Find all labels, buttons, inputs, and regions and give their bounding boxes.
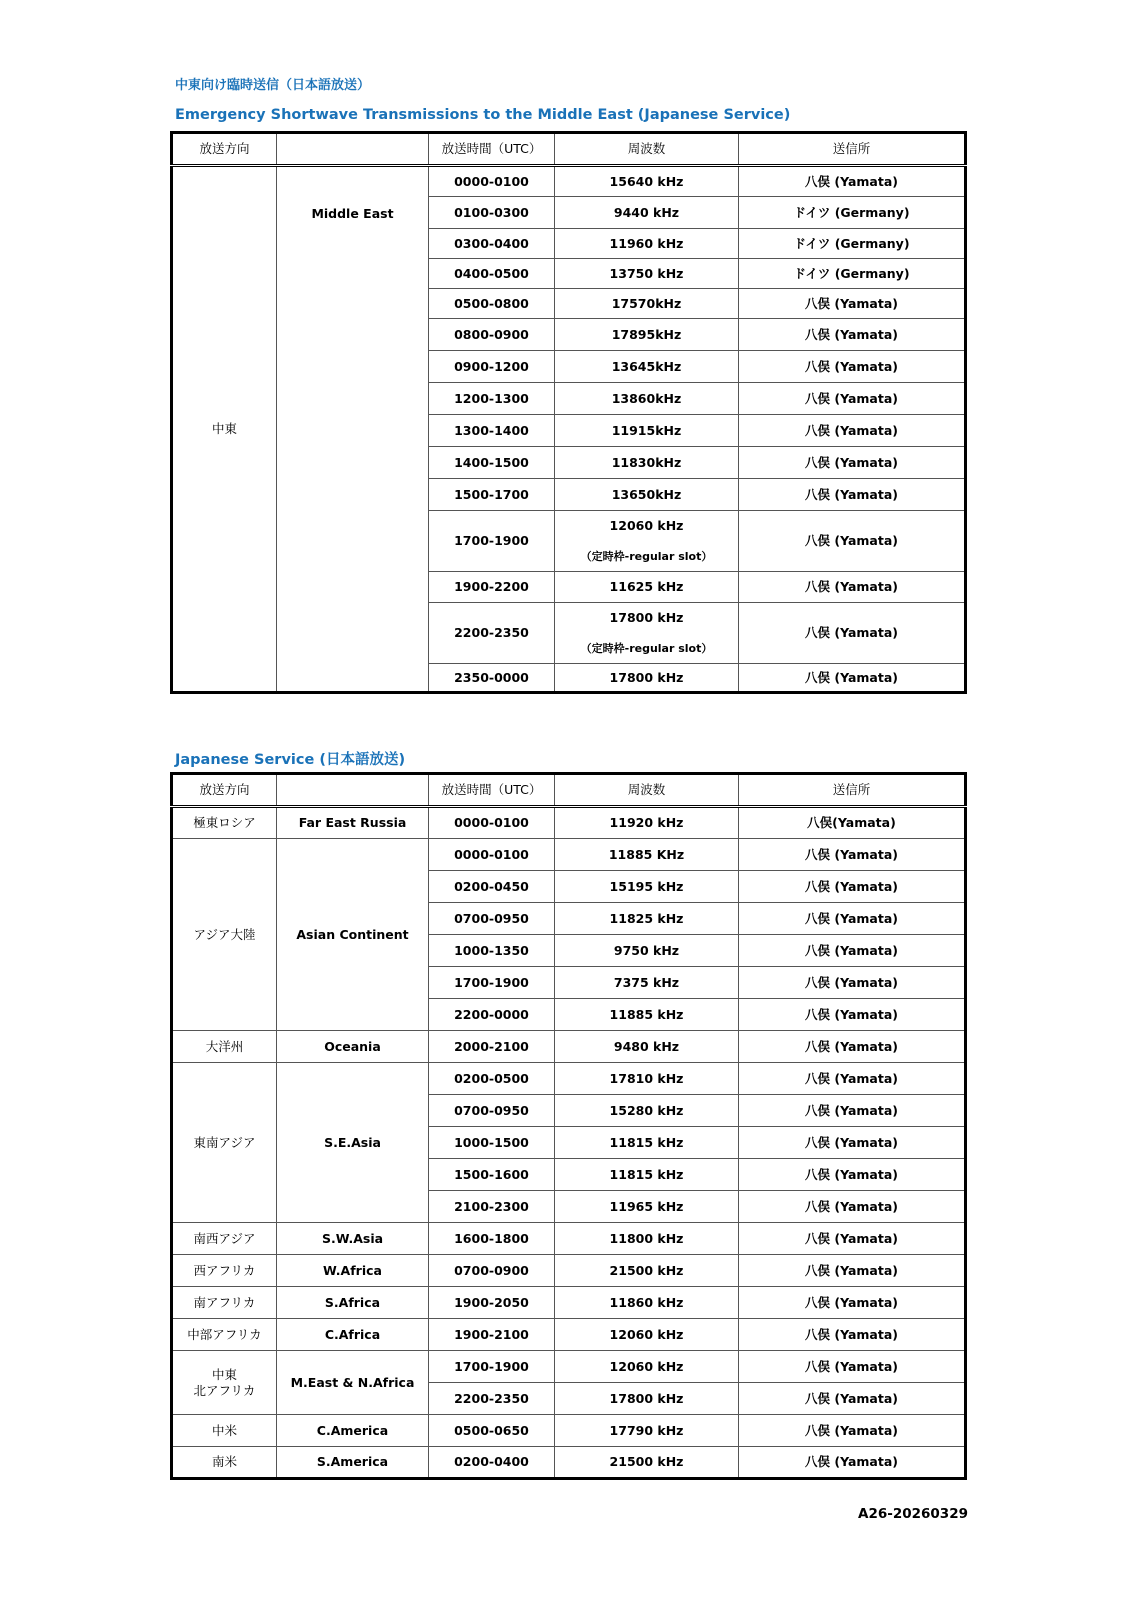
header-transmitter: 送信所 — [739, 133, 966, 166]
direction-cell: アジア大陸 — [172, 839, 277, 1031]
time-cell: 2200-2350 — [429, 603, 555, 664]
direction-cell: 南西アジア — [172, 1223, 277, 1255]
time-cell: 1700-1900 — [429, 967, 555, 999]
frequency-value: 13645kHz — [611, 358, 682, 374]
transmitter-cell: 八俣 (Yamata) — [739, 1223, 966, 1255]
transmitter-cell: 八俣 (Yamata) — [739, 1383, 966, 1415]
transmitter-cell: 八俣 (Yamata) — [739, 999, 966, 1031]
region-cell: C.Africa — [277, 1319, 429, 1351]
frequency-note: （定時枠-regular slot） — [580, 641, 713, 655]
frequency-cell: 11815 kHz — [555, 1127, 739, 1159]
header-region — [277, 774, 429, 807]
frequency-note: （定時枠-regular slot） — [580, 549, 713, 563]
table-row — [172, 839, 966, 871]
transmitter-cell: 八俣 (Yamata) — [739, 603, 966, 664]
time-cell: 1500-1600 — [429, 1159, 555, 1191]
middle-east-title-en: Emergency Shortwave Transmissions to the Middle East (Japanese Service) — [175, 107, 791, 123]
frequency-cell: 21500 kHz — [555, 1255, 739, 1287]
time-cell: 1700-1900 — [429, 1351, 555, 1383]
region-cell: M.East & N.Africa — [277, 1351, 429, 1415]
frequency-cell: 17790 kHz — [555, 1415, 739, 1447]
direction-cell: 中東 — [172, 166, 277, 693]
document-code: A26-20260329 — [858, 1506, 968, 1522]
time-cell: 1300-1400 — [429, 415, 555, 447]
transmitter-cell: 八俣 (Yamata) — [739, 1287, 966, 1319]
time-cell: 1700-1900 — [429, 511, 555, 572]
frequency-cell: 9750 kHz — [555, 935, 739, 967]
frequency-cell: 7375 kHz — [555, 967, 739, 999]
time-cell: 0900-1200 — [429, 351, 555, 383]
frequency-cell — [555, 664, 739, 693]
frequency-value: 11830kHz — [611, 454, 682, 470]
transmitter-cell: 八俣 (Yamata) — [739, 1255, 966, 1287]
transmitter-cell: 八俣 (Yamata) — [739, 1127, 966, 1159]
direction-cell: 南米 — [172, 1447, 277, 1479]
region-cell: S.Africa — [277, 1287, 429, 1319]
region-cell: Asian Continent — [277, 839, 429, 1031]
frequency-value: 11915kHz — [611, 422, 682, 438]
table-row — [172, 1415, 966, 1447]
header-direction: 放送方向 — [172, 774, 277, 807]
frequency-value: 13860kHz — [611, 390, 682, 406]
time-cell: 1400-1500 — [429, 447, 555, 479]
middle-east-title-jp: 中東向け臨時送信（日本語放送） — [175, 78, 371, 93]
frequency-cell: 17810 kHz — [555, 1063, 739, 1095]
time-cell: 2350-0000 — [429, 664, 555, 693]
table-row — [172, 1031, 966, 1063]
time-cell: 0000-0100 — [429, 166, 555, 197]
table-header-row — [172, 774, 966, 807]
region-cell: W.Africa — [277, 1255, 429, 1287]
transmitter-cell: 八俣 (Yamata) — [739, 1063, 966, 1095]
region-cell: Far East Russia — [277, 807, 429, 839]
direction-cell: 中部アフリカ — [172, 1319, 277, 1351]
time-cell: 1200-1300 — [429, 383, 555, 415]
time-cell: 1600-1800 — [429, 1223, 555, 1255]
transmitter-cell: 八俣 (Yamata) — [739, 351, 966, 383]
frequency-cell — [555, 447, 739, 479]
table-row — [172, 807, 966, 839]
middle-east-schedule-table — [170, 131, 967, 694]
table-row — [172, 166, 966, 197]
transmitter-cell: 八俣(Yamata) — [739, 807, 966, 839]
japanese-service-schedule-table — [170, 772, 967, 1480]
direction-cell: 大洋州 — [172, 1031, 277, 1063]
transmitter-cell: 八俣 (Yamata) — [739, 415, 966, 447]
frequency-cell: 21500 kHz — [555, 1447, 739, 1479]
table-row — [172, 1287, 966, 1319]
frequency-value: 15640 kHz — [609, 173, 684, 189]
transmitter-cell: 八俣 (Yamata) — [739, 572, 966, 603]
frequency-cell — [555, 197, 739, 229]
transmitter-cell: 八俣 (Yamata) — [739, 839, 966, 871]
frequency-cell — [555, 415, 739, 447]
frequency-value: 17800 kHz — [609, 609, 684, 625]
region-cell: C.America — [277, 1415, 429, 1447]
header-frequency: 周波数 — [555, 133, 739, 166]
table-row — [172, 1447, 966, 1479]
direction-cell: 極東ロシア — [172, 807, 277, 839]
frequency-cell: 11965 kHz — [555, 1191, 739, 1223]
transmitter-cell: 八俣 (Yamata) — [739, 1159, 966, 1191]
time-cell: 1000-1500 — [429, 1127, 555, 1159]
region-cell: S.E.Asia — [277, 1063, 429, 1223]
transmitter-cell: 八俣 (Yamata) — [739, 871, 966, 903]
frequency-cell: 15280 kHz — [555, 1095, 739, 1127]
time-cell: 0700-0950 — [429, 1095, 555, 1127]
frequency-value: 13650kHz — [611, 486, 682, 502]
time-cell: 0100-0300 — [429, 197, 555, 229]
time-cell: 1000-1350 — [429, 935, 555, 967]
transmitter-cell: 八俣 (Yamata) — [739, 1351, 966, 1383]
frequency-value: 17570kHz — [611, 295, 682, 311]
frequency-cell: 9480 kHz — [555, 1031, 739, 1063]
region-cell: S.America — [277, 1447, 429, 1479]
frequency-cell: 11815 kHz — [555, 1159, 739, 1191]
frequency-cell — [555, 166, 739, 197]
frequency-value: 17895kHz — [611, 326, 682, 342]
transmitter-cell: 八俣 (Yamata) — [739, 1191, 966, 1223]
table-row — [172, 1319, 966, 1351]
header-time: 放送時間（UTC） — [429, 774, 555, 807]
frequency-value: 13750 kHz — [609, 265, 684, 281]
frequency-value: 17800 kHz — [609, 669, 684, 685]
frequency-cell: 11860 kHz — [555, 1287, 739, 1319]
time-cell: 0700-0950 — [429, 903, 555, 935]
direction-cell: 東南アジア — [172, 1063, 277, 1223]
transmitter-cell: 八俣 (Yamata) — [739, 447, 966, 479]
transmitter-cell: 八俣 (Yamata) — [739, 935, 966, 967]
transmitter-cell: ドイツ (Germany) — [739, 229, 966, 259]
frequency-cell: 17800 kHz — [555, 1383, 739, 1415]
time-cell: 0200-0500 — [429, 1063, 555, 1095]
frequency-cell — [555, 319, 739, 351]
table-row — [172, 1223, 966, 1255]
frequency-cell — [555, 259, 739, 289]
direction-cell: 中米 — [172, 1415, 277, 1447]
time-cell: 1900-2100 — [429, 1319, 555, 1351]
region-cell: Middle East — [277, 166, 429, 693]
frequency-cell — [555, 572, 739, 603]
time-cell: 0500-0800 — [429, 289, 555, 319]
header-time: 放送時間（UTC） — [429, 133, 555, 166]
header-region — [277, 133, 429, 166]
transmitter-cell: 八俣 (Yamata) — [739, 1031, 966, 1063]
frequency-cell: 11885 kHz — [555, 999, 739, 1031]
transmitter-cell: 八俣 (Yamata) — [739, 1447, 966, 1479]
frequency-cell: 11825 kHz — [555, 903, 739, 935]
frequency-cell — [555, 383, 739, 415]
frequency-cell — [555, 603, 739, 664]
transmitter-cell: 八俣 (Yamata) — [739, 166, 966, 197]
transmitter-cell: 八俣 (Yamata) — [739, 1415, 966, 1447]
time-cell: 0000-0100 — [429, 807, 555, 839]
transmitter-cell: 八俣 (Yamata) — [739, 664, 966, 693]
frequency-value: 9440 kHz — [613, 204, 680, 220]
header-transmitter: 送信所 — [739, 774, 966, 807]
time-cell: 2200-0000 — [429, 999, 555, 1031]
frequency-cell — [555, 351, 739, 383]
frequency-cell: 15195 kHz — [555, 871, 739, 903]
japanese-service-title: Japanese Service (日本語放送) — [175, 752, 406, 768]
region-cell: S.W.Asia — [277, 1223, 429, 1255]
time-cell: 0200-0450 — [429, 871, 555, 903]
transmitter-cell: 八俣 (Yamata) — [739, 383, 966, 415]
frequency-cell — [555, 511, 739, 572]
region-cell: Oceania — [277, 1031, 429, 1063]
frequency-cell: 12060 kHz — [555, 1351, 739, 1383]
direction-cell: 中東 北アフリカ — [172, 1351, 277, 1415]
frequency-value: 11625 kHz — [609, 579, 684, 594]
transmitter-cell: 八俣 (Yamata) — [739, 511, 966, 572]
transmitter-cell: ドイツ (Germany) — [739, 259, 966, 289]
time-cell: 0300-0400 — [429, 229, 555, 259]
frequency-cell: 11920 kHz — [555, 807, 739, 839]
time-cell: 0500-0650 — [429, 1415, 555, 1447]
time-cell: 0700-0900 — [429, 1255, 555, 1287]
transmitter-cell: 八俣 (Yamata) — [739, 289, 966, 319]
header-frequency: 周波数 — [555, 774, 739, 807]
table-row — [172, 1351, 966, 1383]
time-cell: 0200-0400 — [429, 1447, 555, 1479]
frequency-cell: 11885 KHz — [555, 839, 739, 871]
frequency-cell — [555, 289, 739, 319]
frequency-cell: 12060 kHz — [555, 1319, 739, 1351]
frequency-cell — [555, 229, 739, 259]
time-cell: 2000-2100 — [429, 1031, 555, 1063]
header-direction: 放送方向 — [172, 133, 277, 166]
table-row — [172, 1255, 966, 1287]
time-cell: 2100-2300 — [429, 1191, 555, 1223]
transmitter-cell: 八俣 (Yamata) — [739, 319, 966, 351]
transmitter-cell: 八俣 (Yamata) — [739, 967, 966, 999]
direction-cell: 南アフリカ — [172, 1287, 277, 1319]
time-cell: 0000-0100 — [429, 839, 555, 871]
frequency-cell — [555, 479, 739, 511]
table-row — [172, 1063, 966, 1095]
frequency-cell: 11800 kHz — [555, 1223, 739, 1255]
time-cell: 1900-2050 — [429, 1287, 555, 1319]
direction-cell: 西アフリカ — [172, 1255, 277, 1287]
transmitter-cell: 八俣 (Yamata) — [739, 1319, 966, 1351]
transmitter-cell: 八俣 (Yamata) — [739, 1095, 966, 1127]
frequency-value: 11960 kHz — [609, 235, 684, 251]
transmitter-cell: 八俣 (Yamata) — [739, 903, 966, 935]
time-cell: 0400-0500 — [429, 259, 555, 289]
transmitter-cell: 八俣 (Yamata) — [739, 479, 966, 511]
time-cell: 1500-1700 — [429, 479, 555, 511]
time-cell: 1900-2200 — [429, 572, 555, 603]
frequency-value: 12060 kHz — [609, 517, 684, 533]
time-cell: 2200-2350 — [429, 1383, 555, 1415]
time-cell: 0800-0900 — [429, 319, 555, 351]
transmitter-cell: ドイツ (Germany) — [739, 197, 966, 229]
table-header-row — [172, 133, 966, 166]
